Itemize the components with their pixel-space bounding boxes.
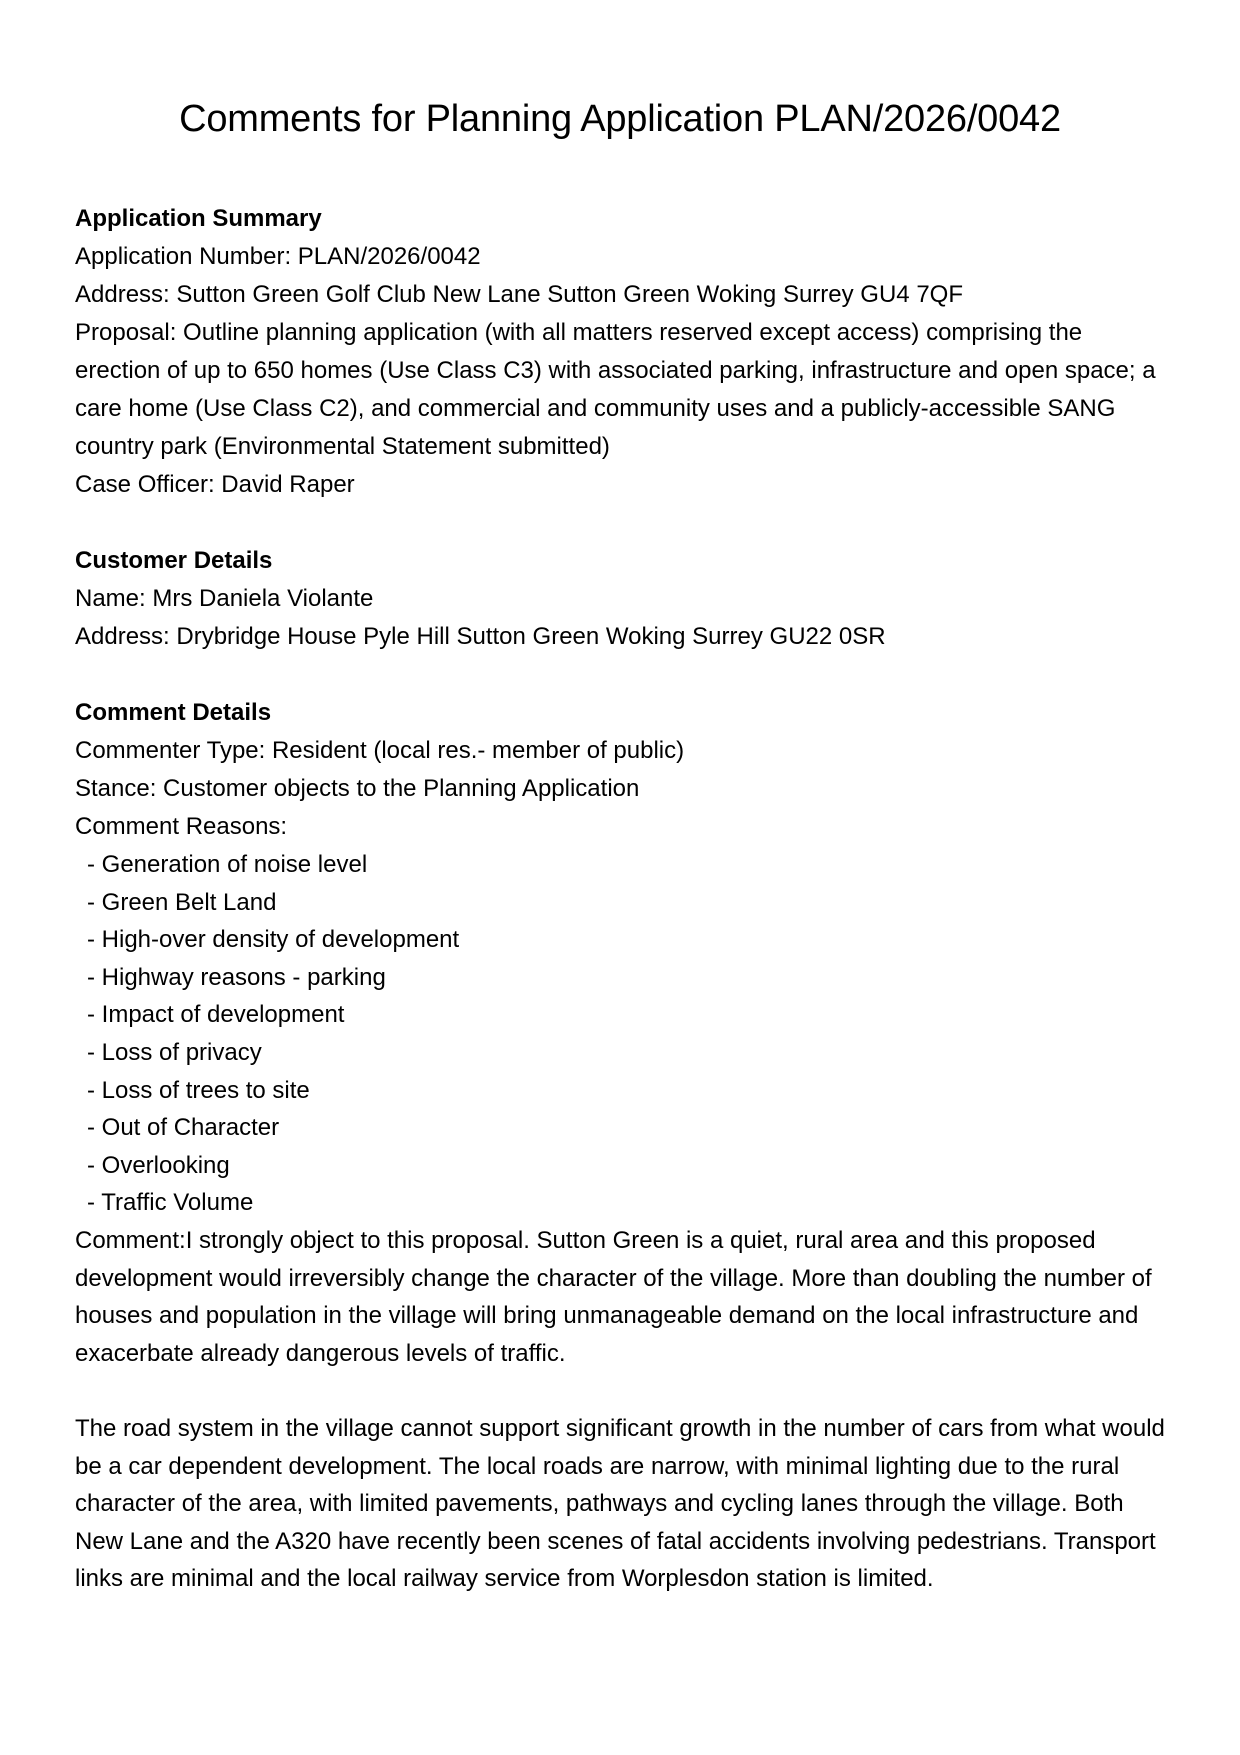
list-item: - High-over density of development [87, 926, 460, 954]
comment-reasons-list [75, 846, 1165, 1222]
list-item: - Highway reasons - parking [87, 963, 386, 991]
customer-name: Name: Mrs Daniela Violante [75, 585, 374, 612]
stance: Stance: Customer objects to the Planning Application [75, 775, 640, 802]
commenter-type: Commenter Type: Resident (local res.- member of public) [75, 737, 685, 764]
comment-details-section [75, 694, 1165, 1598]
application-address: Address: Sutton Green Golf Club New Lane Sutton Green Woking Surrey GU4 7QF [75, 281, 963, 308]
comment-paragraph: The road system in the village cannot support significant growth in the number of cars from what would be a car dependent development. The local roads are narrow, with minimal lighting due to the rural character of the area, with limited pavements, pathways and cycling lanes through the village. Both New Lane and the A320 have recently been scenes of fatal accidents involving pedestrians. Transport links are minimal and the local railway service from Worplesdon station is limited. [75, 1414, 1165, 1593]
application-summary-heading: Application Summary [75, 205, 322, 232]
application-summary-section [75, 200, 1165, 504]
list-item: - Traffic Volume [87, 1189, 254, 1217]
comment-paragraph: Comment:I strongly object to this proposal. Sutton Green is a quiet, rural area and this proposed development would irreversibly change the character of the village. More than doubling the number of houses and population in the village will bring unmanageable demand on the local infrastructure and exacerbate already dangerous levels of traffic. [75, 1226, 1152, 1367]
page-title: Comments for Planning Application PLAN/2026/0042 [179, 98, 1061, 140]
list-item: - Out of Character [87, 1114, 280, 1142]
list-item: - Loss of trees to site [87, 1076, 310, 1104]
list-item: - Generation of noise level [87, 851, 368, 878]
case-officer: Case Officer: David Raper [75, 471, 355, 498]
list-item: - Loss of privacy [87, 1038, 262, 1066]
comment-reasons-label: Comment Reasons: [75, 813, 288, 840]
application-number: Application Number: PLAN/2026/0042 [75, 243, 481, 270]
application-proposal: Proposal: Outline planning application (with all matters reserved except access) comprising the erection of up to 650 homes (Use Class C3) with associated parking, infrastructure and open space; a care home (Use Class C2), and commercial and community uses and a publicly-accessible SANG country park (Environmental Statement submitted) [75, 319, 1156, 460]
list-item: - Overlooking [87, 1151, 230, 1179]
comment-details-heading: Comment Details [75, 699, 272, 726]
list-item: - Green Belt Land [87, 888, 277, 916]
customer-details-section [75, 542, 1165, 656]
list-item: - Impact of development [87, 1001, 345, 1029]
customer-address: Address: Drybridge House Pyle Hill Sutton Green Woking Surrey GU22 0SR [75, 623, 886, 650]
customer-details-heading: Customer Details [75, 547, 273, 574]
